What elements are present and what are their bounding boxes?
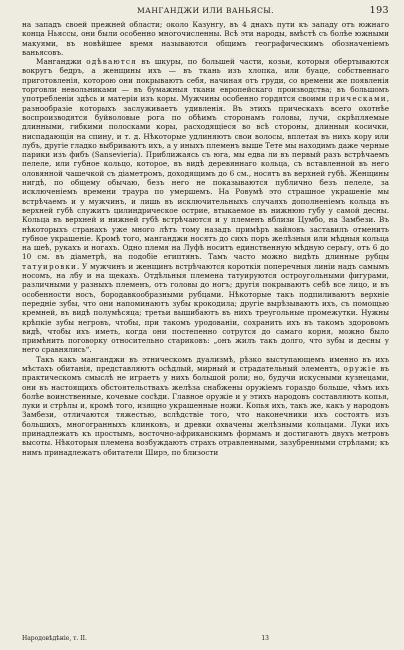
- paragraph: [22, 20, 389, 57]
- paragraph: [22, 355, 389, 457]
- text-run: Манганджи: [36, 57, 87, 67]
- spaced-term: татуировки: [22, 261, 77, 271]
- text-run: Такъ какъ манганджи въ этническомъ дуализмѣ, рѣзко выступающемъ именно въ ихъ мѣстахъ обитанія, представляютъ осѣдлый, мирный и страдательный элементъ,: [22, 354, 389, 373]
- page-number: 193: [369, 5, 389, 16]
- page-header: [22, 5, 389, 19]
- spaced-term: прическами: [328, 94, 387, 104]
- text-run: на западъ своей прежней области; около Казунгу, въ 4 днахъ пути къ западу отъ южнаго конца Ньяссы, они были особенно многочисленны. Всѣ эти народы, вмѣстѣ съ болѣе южными макуями, въ новѣйшее время называются общимъ географическимъ обозначеніемъ ваньясовъ.: [22, 20, 389, 57]
- running-title: МАНГАНДЖИ ИЛИ ВАНЬЯСЫ.: [137, 6, 274, 15]
- paragraph: [22, 57, 389, 355]
- text-run: въ практическомъ смыслѣ не играетъ у нихъ большой роли; но, будучи искусными кузнецами, они въ настоящихъ обстоятельствахъ желѣза снабжены оружіемъ гораздо больше, чѣмъ ихъ болѣе воинственные, кочевые сосѣди. Главное оружіе и у этихъ народовъ составляютъ копья, луки и стрѣлы и, кромѣ того, изящно украшенные ножи. Копья ихъ, такъ же, какъ у народовъ Замбези, отличаются тяжестью, вслѣдствіе того, что наконечники ихъ состоятъ изъ большихъ, многогранныхъ клинковъ, и древки охвачены желѣзными кольцами. Луки ихъ принадлежатъ къ простымъ, восточно-африканскимъ формамъ и достигаютъ двухъ метровъ высоты. Нѣкоторыя племена возбуждаютъ страхъ отравленными, зазубренными стрѣлами; къ нимъ принадлежатъ обитатели Ширэ, по близости: [22, 363, 389, 457]
- page-footer: [22, 635, 389, 646]
- spaced-term: одѣваются: [86, 57, 137, 67]
- spaced-term: оружіе: [343, 363, 377, 373]
- body-text: [22, 20, 389, 457]
- sheet-signature: 13: [261, 635, 269, 642]
- text-run: , разнообразіе которыхъ заслуживаетъ удивленія. Въ этихъ прическахъ всего охотнѣе воспроизводятся буйволовые рога по обѣимъ сторонамъ головы, лучи, скрѣпляемые длинными, гибкими полосками коры, расходящіеся во всѣ стороны, длинныя косички, ниспадающія на спину, и т. д. Нѣкоторые удлиняютъ свои волосы, вплетая въ нихъ кору или лубъ, другіе гладко выбриваютъ ихъ, а у иныхъ племенъ выше Тете мы находимъ даже черные парики изъ фибъ (Sansevieria). Приближаясь съ юга, мы едва ли въ первый разъ встрѣчаемъ пелеле, или губное кольцо, которое, въ видѣ деревяннаго кольца, съ вставленной въ него оловянной чашечкой съ діаметромъ, доходящимъ до 6 см., носятъ въ верхней губѣ. Женщины нигдѣ, по общему обычаю, безъ него не показываются публично безъ пелеле, за исключеніемъ времени траура по умершемъ. На Ровумѣ это страшное украшеніе мы встрѣчаемъ и у мужчинъ, и лишь въ исключительныхъ случаяхъ дополненіемъ кольца въ верхней губѣ служитъ цилиндрическое острие, втыкаемое въ нижнюю губу у самой десны. Кольца въ верхней и нижней губѣ встрѣчаются и у племенъ вблизи Цумбо, на Замбези. Въ нѣкоторыхъ странахъ уже много лѣтъ тому назадъ примѣръ вайяовъ заставилъ отменить губное украшеніе. Кромѣ того, манганджи носятъ до сихъ поръ желѣзныя или мѣдныя кольца на шеѣ, рукахъ и ногахъ. Одно племя на Луфѣ носитъ единственную мѣдную серьгу, отъ 6 до 10 см. въ діаметрѣ, на подобіе египтянъ. Тамъ часто можно видѣть длинные рубцы: [22, 94, 390, 262]
- publisher-note: Народовѣдѣніе, т. II.: [22, 635, 87, 642]
- text-run: . У мужчинъ и женщинъ встрѣчаются короткія поперечныя линіи надъ самымъ носомъ, на лбу и на щекахъ. Отдѣльныя племена татуируются остроугольными фигурами, различными у разныхъ племенъ, отъ головы до ногъ; другія покрываютъ себѣ все лицо, и въ особенности носъ, бородавкообразными рубцами. Нѣкоторые такъ подпиливаютъ верхніе передніе зубы, что они напоминаютъ зубы крокодила; другіе вырѣзываютъ ихъ, съ помощью кремней, въ видѣ полумѣсяца; третьи вышибаютъ въ нихъ треугольные промежутки. Нужны крѣпкіе зубы негровъ, чтобы, при такомъ уродованіи, сохранить ихъ въ такомъ здоровомъ видѣ, чтобы ихъ иметь, когда они постепенно сотрутся до самаго корня, можно было примѣнить поговорку относительно стариковъ: „онъ жилъ такъ долго, что зубы и десны у него сравнялись“.: [22, 261, 389, 355]
- text-run: въ шкуры, по большей части, козьи, которыя обертываются вокругъ бедръ, а женщины ихъ — въ ткань изъ хлопка, или буаце, собственнаго приготовленія, которою они покрываютъ себя, начиная отъ груди, со времени же появленія торговли невольниками — въ бумажныя ткани европейскаго производства; въ большомъ употребленіи здѣсь и матеріи изъ коры. Мужчины особенно гордятся своими: [22, 57, 389, 104]
